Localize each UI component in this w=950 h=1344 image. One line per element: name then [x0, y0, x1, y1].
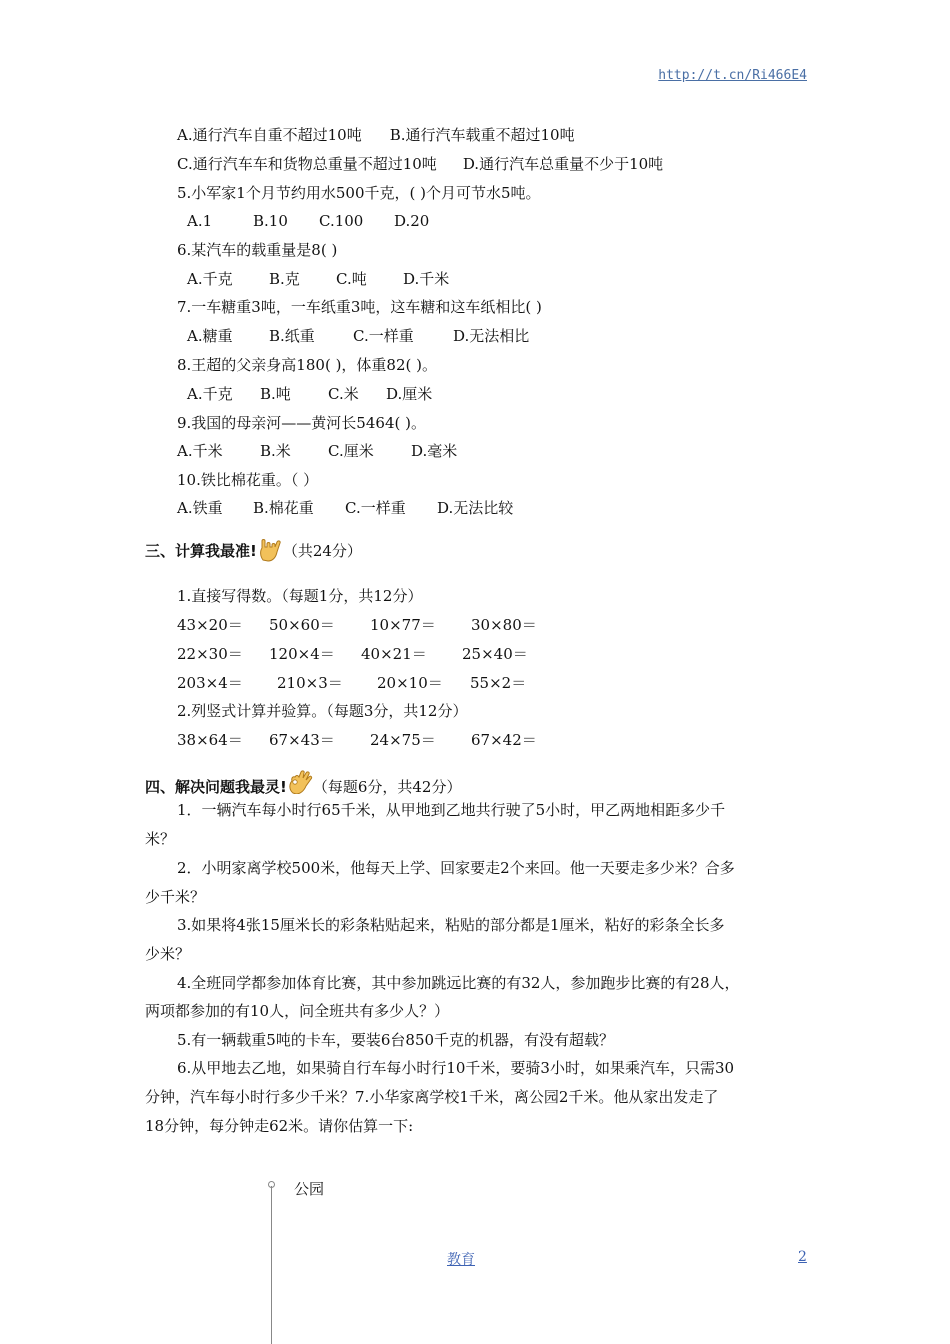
diagram-line — [271, 1186, 272, 1344]
rock-hand-icon — [257, 538, 283, 562]
calc-item: 50×60＝ — [269, 616, 335, 634]
problem-5: 5.有一辆载重5吨的卡车，要装6台850千克的机器，有没有超载？ — [177, 1031, 615, 1049]
q6-option: D.千米 — [403, 270, 450, 288]
section4-note: （每题6分，共42分） — [312, 778, 462, 796]
problem-1-line2: 米？ — [145, 830, 176, 848]
q7-stem: 7.一车糖重3吨，一车纸重3吨，这车糖和这车纸相比( ) — [177, 298, 542, 316]
q10-options — [177, 498, 513, 518]
q8-stem: 8.王超的父亲身高180( )，体重82( )。 — [177, 356, 437, 374]
q8-options — [187, 384, 432, 404]
calc-row — [177, 673, 526, 693]
problem-3-line2: 少米？ — [145, 945, 191, 963]
park-label: 公园 — [294, 1180, 325, 1198]
q5-option: B.10 — [253, 212, 288, 230]
problem-2-line1: 2．小明家离学校500米，他每天上学、回家要走2个来回。他一天要走多少米？合多 — [177, 859, 735, 877]
q9-option: A.千米 — [177, 442, 223, 460]
calc-row — [177, 644, 528, 664]
section4-title: 四、解决问题我最灵! — [145, 778, 287, 796]
problem-3-line1: 3.如果将4张15厘米长的彩条粘贴起来，粘贴的部分都是1厘米，粘好的彩条全长多 — [177, 916, 725, 934]
q7-option: D.无法相比 — [453, 327, 530, 345]
problem-4-line1: 4.全班同学都参加体育比赛，其中参加跳远比赛的有32人，参加跑步比赛的有28人， — [177, 974, 740, 992]
calc-item: 43×20＝ — [177, 616, 243, 634]
q10-option: B.棉花重 — [253, 499, 314, 517]
section3-sub2: 2.列竖式计算并验算。（每题3分，共12分） — [177, 702, 468, 720]
q7-options — [187, 326, 529, 346]
calc-item: 67×42＝ — [471, 731, 537, 749]
q8-option: C.米 — [328, 385, 359, 403]
calc-item: 24×75＝ — [370, 731, 436, 749]
q7-option: A.糖重 — [187, 327, 233, 345]
q6-option: B.克 — [269, 270, 300, 288]
q5-options — [187, 211, 429, 231]
q10-option: D.无法比较 — [437, 499, 514, 517]
calc-item: 30×80＝ — [471, 616, 537, 634]
q9-options — [177, 441, 457, 461]
q9-option: D.毫米 — [411, 442, 458, 460]
calc-item: 10×77＝ — [370, 616, 436, 634]
q5-option: D.20 — [394, 212, 430, 230]
calc-item: 40×21＝ — [361, 645, 427, 663]
section3-note: （共24分） — [282, 542, 362, 560]
q4-option-a: A.通行汽车自重不超过10吨 — [177, 126, 362, 144]
q4-option-c: C.通行汽车车和货物总重量不超过10吨 — [177, 155, 437, 173]
q6-option: C.吨 — [336, 270, 367, 288]
section4-heading — [145, 770, 461, 797]
calc-item: 20×10＝ — [377, 674, 443, 692]
q5-option: C.100 — [319, 212, 364, 230]
calc-row — [177, 615, 537, 635]
q9-stem: 9.我国的母亲河——黄河长5464( )。 — [177, 414, 426, 432]
problem-6-line3: 18分钟，每分钟走62米。请你估算一下: — [145, 1117, 414, 1135]
problem-4-line2: 两项都参加的有10人，问全班共有多少人？） — [145, 1002, 450, 1020]
calc-item: 203×4＝ — [177, 674, 243, 692]
problem-6-line1: 6.从甲地去乙地，如果骑自行车每小时行10千米，要骑3小时，如果乘汽车，只需30 — [177, 1059, 735, 1077]
q4-options-line1 — [177, 125, 575, 145]
header-url-link[interactable]: http://t.cn/Ri466E4 — [658, 68, 807, 83]
section3-heading — [145, 538, 362, 562]
q4-options-line2 — [177, 154, 663, 174]
ok-hand-icon — [287, 770, 313, 794]
calc-item: 22×30＝ — [177, 645, 243, 663]
calc-item: 25×40＝ — [462, 645, 528, 663]
q10-stem: 10.铁比棉花重。（ ） — [177, 471, 319, 489]
q7-option: C.一样重 — [353, 327, 414, 345]
q10-option: A.铁重 — [177, 499, 223, 517]
problem-6-line2: 分钟，汽车每小时行多少千米？7.小华家离学校1千米，离公园2千米。他从家出发走了 — [145, 1088, 719, 1106]
q4-option-b: B.通行汽车载重不超过10吨 — [389, 126, 575, 144]
problem-1-line1: 1．一辆汽车每小时行65千米，从甲地到乙地共行驶了5小时，甲乙两地相距多少千 — [177, 801, 726, 819]
q7-option: B.纸重 — [269, 327, 315, 345]
calc-item: 55×2＝ — [470, 674, 527, 692]
q5-option: A.1 — [187, 212, 213, 230]
calc-item: 38×64＝ — [177, 731, 243, 749]
q5-stem: 5.小军家1个月节约用水500千克，( )个月可节水5吨。 — [177, 184, 541, 202]
calc-item: 120×4＝ — [269, 645, 335, 663]
problem-2-line2: 少千米？ — [145, 888, 206, 906]
q4-option-d: D.通行汽车总重量不少于10吨 — [462, 155, 664, 173]
q8-option: B.吨 — [260, 385, 291, 403]
q10-option: C.一样重 — [345, 499, 406, 517]
section3-sub1: 1.直接写得数。（每题1分，共12分） — [177, 587, 423, 605]
q9-option: B.米 — [260, 442, 291, 460]
q6-options — [187, 269, 449, 289]
calc-row-vertical — [177, 730, 537, 750]
section3-title: 三、计算我最准! — [145, 542, 257, 560]
q8-option: D.厘米 — [386, 385, 433, 403]
calc-item: 210×3＝ — [277, 674, 343, 692]
calc-item: 67×43＝ — [269, 731, 335, 749]
q8-option: A.千克 — [187, 385, 233, 403]
page-number[interactable]: 2 — [798, 1249, 807, 1265]
q6-stem: 6.某汽车的载重量是8( ) — [177, 241, 338, 259]
footer-link[interactable]: 教育 — [447, 1252, 475, 1268]
q9-option: C.厘米 — [328, 442, 374, 460]
q6-option: A.千克 — [187, 270, 233, 288]
